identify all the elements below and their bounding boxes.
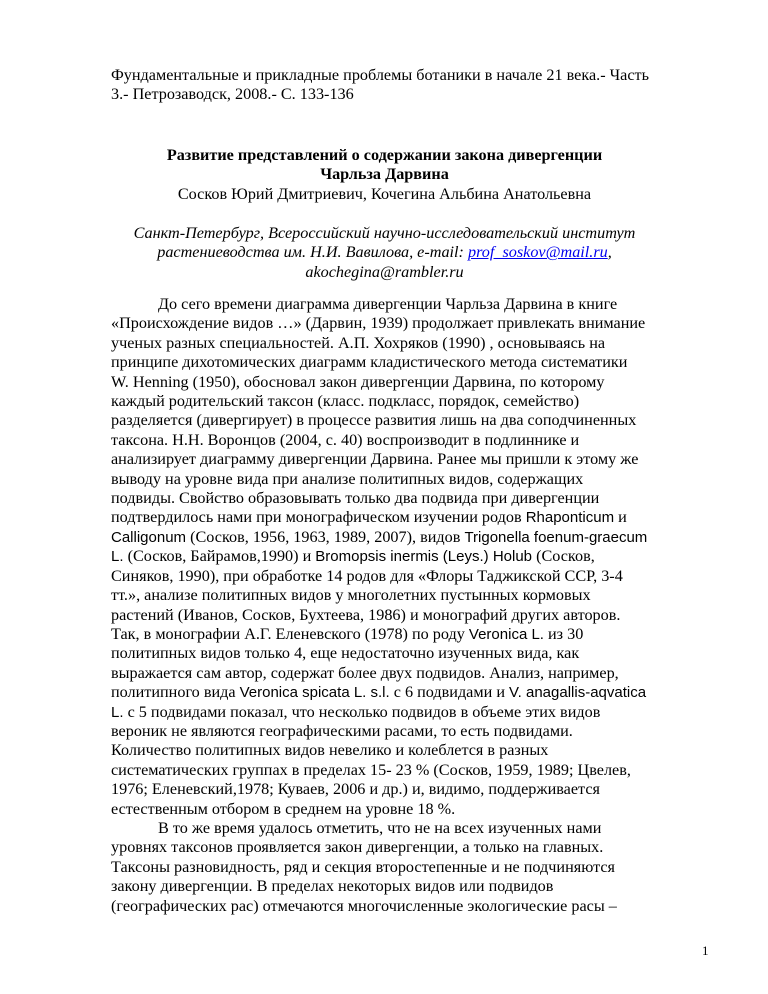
body-line: закону дивергенции. В пределах некоторых видов или подвидов <box>111 877 554 896</box>
body-line: выводу на уровне вида при анализе политипных видов, содержащих <box>111 469 584 488</box>
body-line: (географических рас) отмечаются многочисленные экологические расы – <box>111 896 617 915</box>
affiliation-line-1: Санкт-Петербург, Всероссийский научно-исследовательский институт <box>133 224 636 242</box>
taxon-name: Veronica L. <box>468 625 544 643</box>
source-line-2: 3.- Петрозаводск, 2008.- С. 133-136 <box>111 85 354 104</box>
text-run: политипного вида <box>111 683 240 702</box>
body-line: уровнях таксонов проявляется закон дивергенции, а только на главных. <box>111 838 604 857</box>
body-line <box>111 703 711 722</box>
taxon-name: Calligonum <box>111 528 187 546</box>
email-link-soskov[interactable]: prof_soskov@mail.ru <box>467 243 608 262</box>
body-line: До сего времени диаграмма дивергенции Чарльза Дарвина в книге <box>158 295 618 313</box>
source-line-1: Фундаментальные и прикладные проблемы ботаники в начале 21 века.- Часть <box>111 66 650 84</box>
affiliation <box>111 224 658 282</box>
body-line <box>111 508 711 527</box>
taxon-name: L. <box>111 703 124 721</box>
body-line: W. Henning (1950), обосновал закон дивергенции Дарвина, по которому <box>111 372 605 391</box>
body-line <box>111 528 711 547</box>
text-run: (Сосков, <box>532 547 595 566</box>
title-line-2: Чарльза Дарвина <box>320 165 449 184</box>
affiliation-comma: , <box>607 243 612 262</box>
body-line <box>111 625 711 644</box>
body-text <box>111 295 711 916</box>
body-line: выражается сам автор, содержат более двух подвидов. Анализ, например, <box>111 663 619 682</box>
body-line: В то же время удалось отметить, что не на всех изученных нами <box>158 818 602 837</box>
body-line: 1976; Еленевский,1978; Куваев, 2006 и др.) и, видимо, поддерживается <box>111 780 600 799</box>
taxon-name: V. anagallis-aqvatica <box>509 684 647 702</box>
affiliation-line-2 <box>111 243 658 262</box>
taxon-name: Rhaponticum <box>525 509 615 527</box>
taxon-name: Trigonella foenum-graecum <box>464 528 648 546</box>
body-line: растений (Иванов, Сосков, Бухтеева, 1986) и монографий других авторов. <box>111 605 621 624</box>
text-run: Так, в монографии А.Г. Еленевского (1978) по роду <box>111 624 469 643</box>
body-line: Количество политипных видов невелико и колеблется в разных <box>111 741 549 760</box>
paper-authors: Сосков Юрий Дмитриевич, Кочегина Альбина Анатольевна <box>177 185 592 203</box>
text-run: и <box>614 508 627 527</box>
body-line: тт.», анализе политипных видов у многолетних пустынных кормовых <box>111 586 591 605</box>
text-run: (Сосков, Байрамов,1990) и <box>123 547 316 566</box>
text-run: подтвердилось нами при монографическом изучении родов <box>111 508 526 527</box>
email-kochegina: akochegina@rambler.ru <box>305 262 464 281</box>
body-line: Синяков, 1990), при обработке 14 родов для «Флоры Таджикской ССР, 3-4 <box>111 566 623 585</box>
body-line: систематических группах в пределах 15- 23 % (Сосков, 1959, 1989; Цвелев, <box>111 760 631 779</box>
taxon-name: Bromopsis inermis (Leys.) Holub <box>315 548 533 566</box>
body-line: принципе дихотомических диаграмм кладистического метода систематики <box>111 353 628 372</box>
page-number: 1 <box>702 943 709 958</box>
affiliation-institute: растениеводства им. Н.И. Вавилова, e-mail: <box>157 243 468 262</box>
source-citation <box>111 66 711 105</box>
body-line: естественным отбором в среднем на уровне 18 %. <box>111 799 456 818</box>
paper-title <box>111 146 658 185</box>
body-line: Таксоны разновидность, ряд и секция второстепенные и не подчиняются <box>111 857 615 876</box>
text-run: из 30 <box>543 624 584 643</box>
taxon-name: Veronica spicata L. s.l. <box>239 684 390 702</box>
body-line: вероник не являются географическими расами, то есть подвидами. <box>111 721 573 740</box>
text-run: с 6 подвидами и <box>389 683 510 702</box>
body-line: каждый родительский таксон (класс. подкласс, порядок, семейство) <box>111 392 580 411</box>
body-line: разделяется (дивергирует) в процессе развития лишь на два соподчиненных <box>111 411 637 430</box>
title-line-1: Развитие представлений о содержании закона дивергенции <box>166 146 603 164</box>
taxon-name: L. <box>111 548 124 566</box>
text-run: (Сосков, 1956, 1963, 1989, 2007), видов <box>186 527 465 546</box>
body-line <box>111 547 711 566</box>
body-line: подвиды. Свойство образовывать только два подвида при дивергенции <box>111 489 600 508</box>
body-line: таксона. Н.Н. Воронцов (2004, с. 40) воспроизводит в подлиннике и <box>111 430 580 449</box>
text-run: с 5 подвидами показал, что несколько подвидов в объеме этих видов <box>123 702 601 721</box>
body-line: ученых разных специальностей. А.П. Хохряков (1990) , основываясь на <box>111 333 606 352</box>
body-line: политипных видов только 4, еще недостаточно изученных вида, как <box>111 644 580 663</box>
body-line: анализирует диаграмму дивергенции Дарвина. Ранее мы пришли к этому же <box>111 450 639 469</box>
body-line <box>111 683 711 702</box>
body-line: «Происхождение видов …» (Дарвин, 1939) продолжает привлекать внимание <box>111 314 646 333</box>
